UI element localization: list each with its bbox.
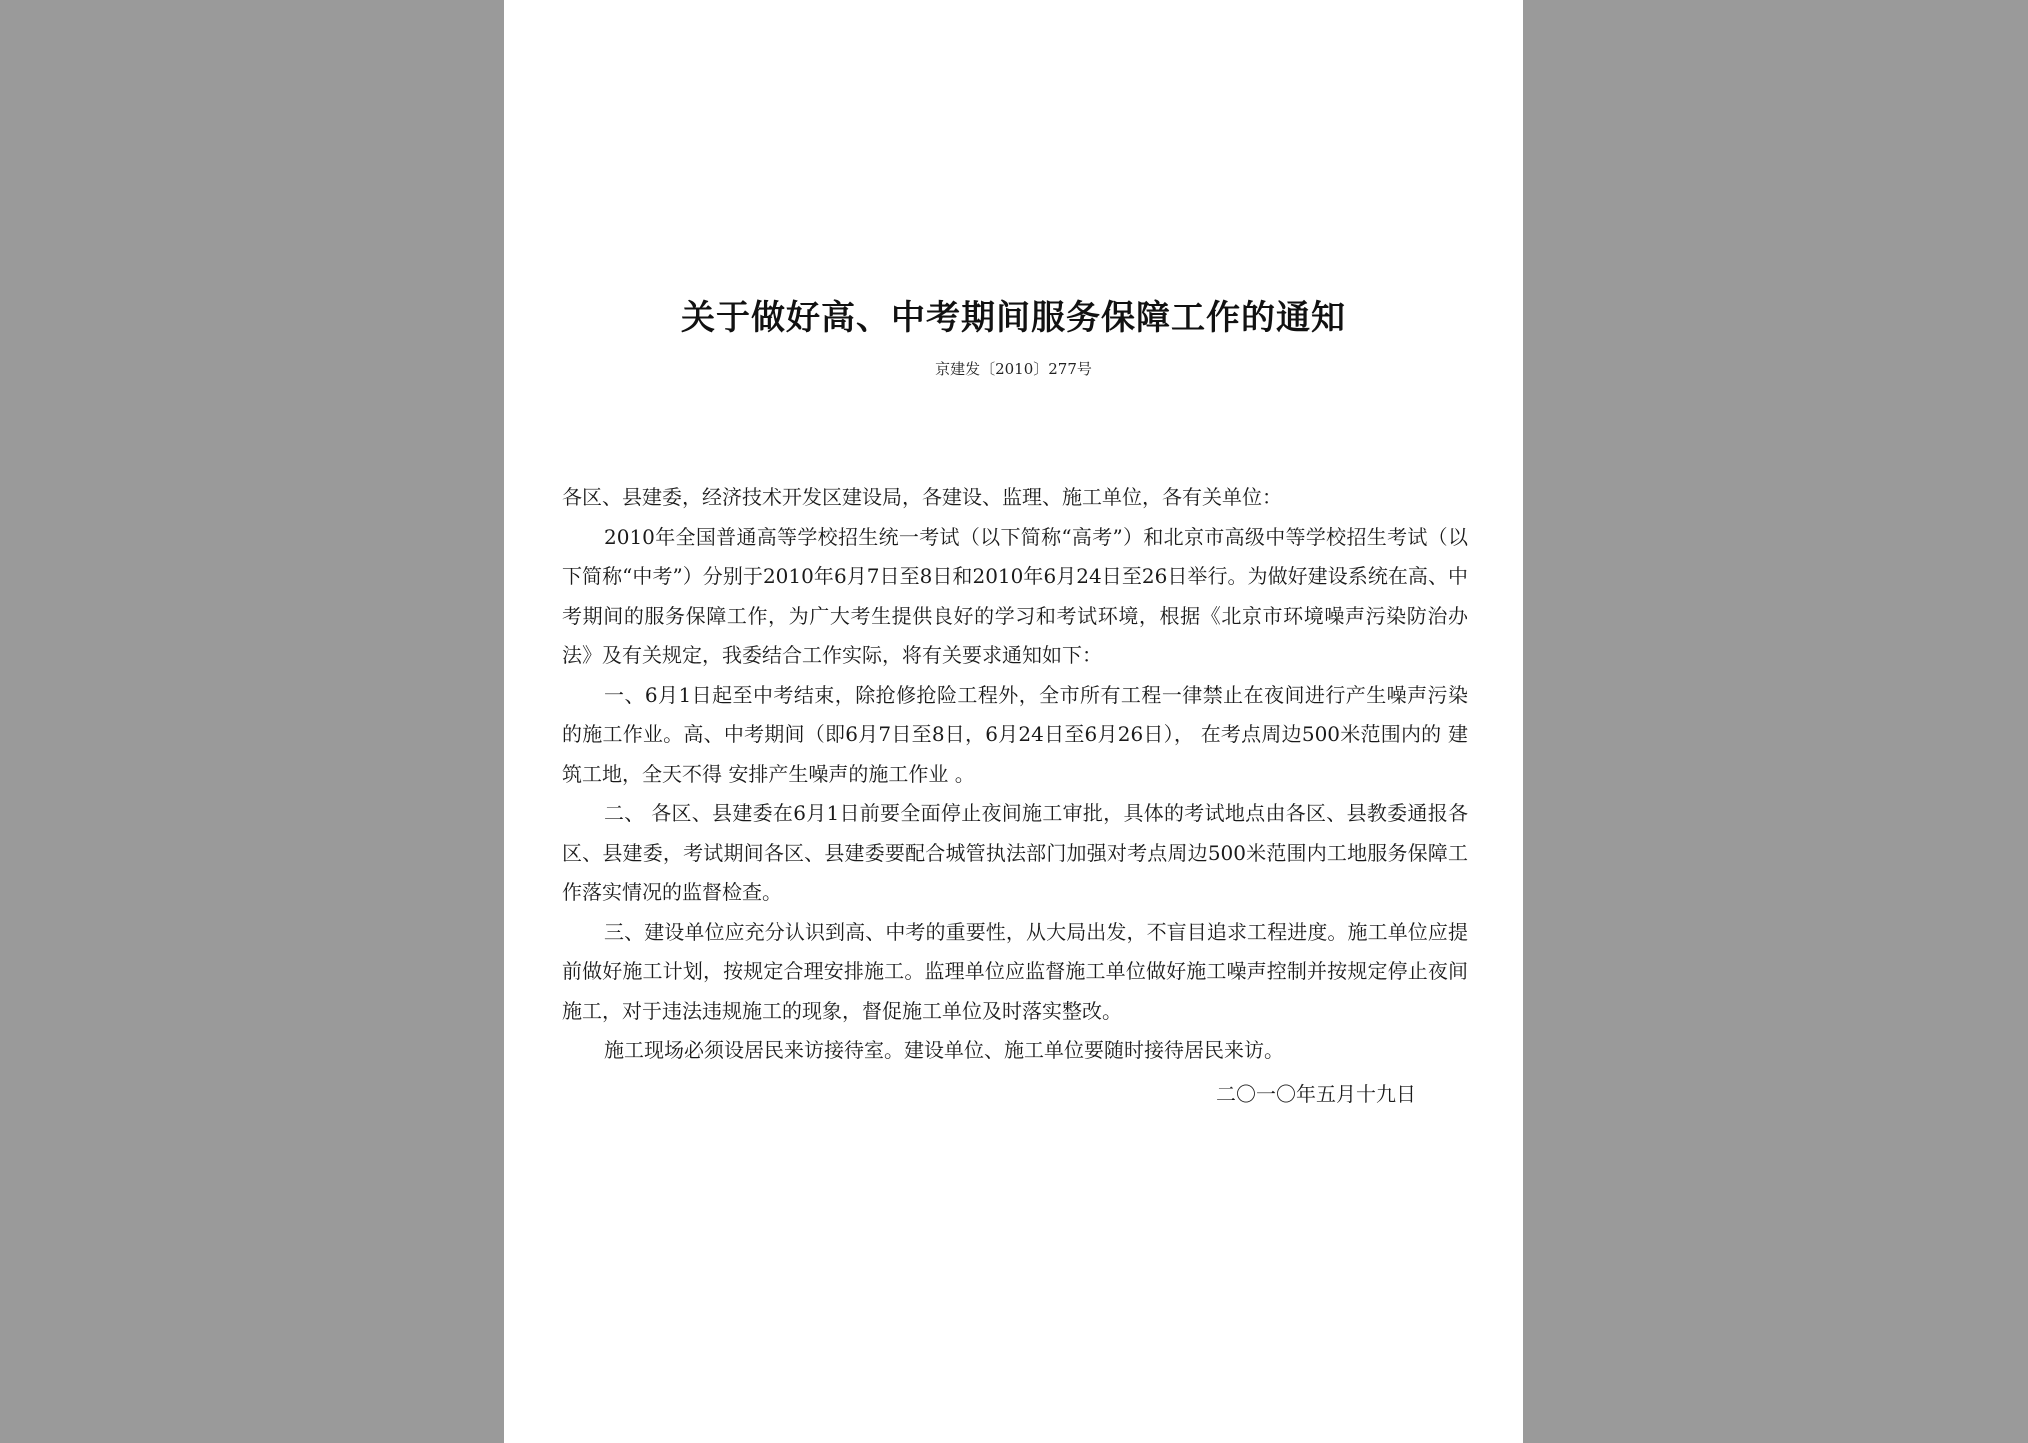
document-number: 京建发〔2010〕277号: [935, 360, 1092, 378]
document-page: [504, 0, 1523, 1443]
paragraph-reception: 施工现场必须设居民来访接待室。建设单位、施工单位要随时接待居民来访。: [604, 1038, 1284, 1062]
document-body: [562, 478, 1468, 1071]
paragraph-intro: 2010年全国普通高等学校招生统一考试（以下简称“高考”）和北京市高级中等学校招生考试（以下简称“中考”）分别于2010年6月7日至8日和2010年6月24日至26日举行。为做好建设系统在高、中考期间的服务保障工作，为广大考生提供良好的学习和考试环境，根据《北京市环境噪声污染防治办法》及有关规定，我委结合工作实际，将有关要求通知如下：: [562, 524, 1468, 667]
salutation: 各区、县建委，经济技术开发区建设局，各建设、监理、施工单位，各有关单位：: [562, 485, 1282, 509]
paragraph-item-1: 一、6月1日起至中考结束，除抢修抢险工程外，全市所有工程一律禁止在夜间进行产生噪声污染的施工作业。高、中考期间（即6月7日至8日，6月24日至6月26日）， 在考点周边500米范围内的 建筑工地，全天不得 安排产生噪声的施工作业 。: [562, 682, 1468, 786]
paragraph-item-2: 二、 各区、县建委在6月1日前要全面停止夜间施工审批，具体的考试地点由各区、县教委通报各区、县建委，考试期间各区、县建委要配合城管执法部门加强对考点周边500米范围内工地服务保障工作落实情况的监督检查。: [562, 801, 1468, 904]
document-title: 关于做好高、中考期间服务保障工作的通知: [681, 298, 1346, 338]
paragraph-item-3: 三、建设单位应充分认识到高、中考的重要性，从大局出发，不盲目追求工程进度。施工单位应提前做好施工计划，按规定合理安排施工。监理单位应监督施工单位做好施工噪声控制并按规定停止夜间施工，对于违法违规施工的现象，督促施工单位及时落实整改。: [562, 919, 1468, 1023]
document-date: 二〇一〇年五月十九日: [1216, 1082, 1416, 1106]
